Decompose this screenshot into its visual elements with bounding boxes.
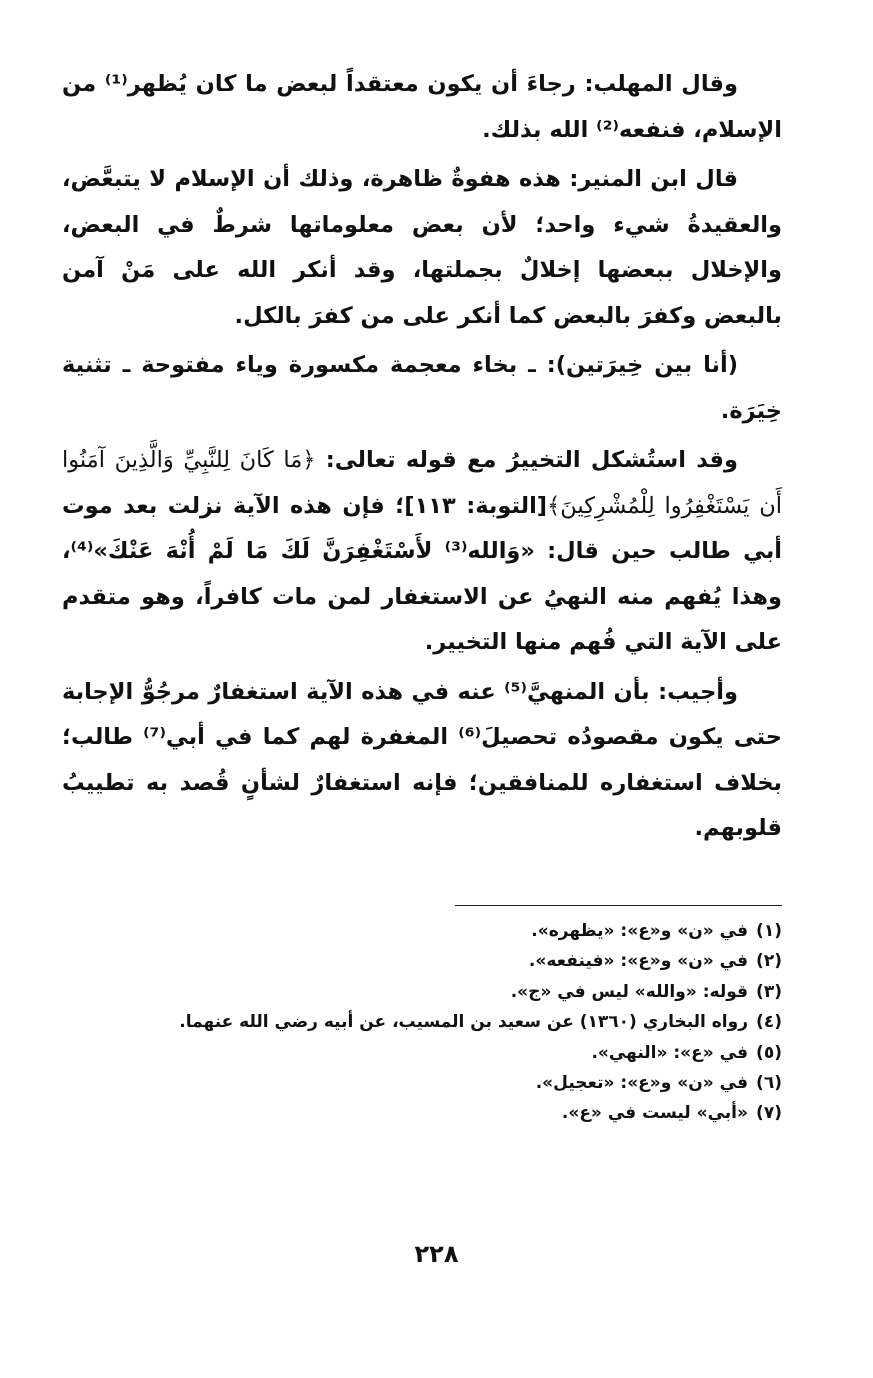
footnote-item	[82, 1038, 782, 1068]
paragraph-khiyaratayn: (أنا بين خِيرَتين): ـ بخاء معجمة مكسورة وياء مفتوحة ـ تثنية خِيَرَة.	[62, 352, 782, 424]
footnote-text: في «ن» و«ع»: «تعجيل».	[535, 1073, 748, 1094]
footnotes-list	[82, 916, 782, 1129]
footnote-number: (١)	[756, 921, 782, 941]
footnote-divider	[455, 905, 782, 906]
paragraph-istishkal-text: وقد استُشكل التخييرُ مع قوله تعالى:	[315, 447, 738, 473]
footnote-item	[82, 916, 782, 946]
footnote-number: (٧)	[756, 1103, 782, 1124]
footnote-text: رواه البخاري (١٣٦٠) عن سعيد بن المسيب، عن أبيه رضي الله عنهما.	[179, 1012, 748, 1033]
footnote-item	[82, 977, 782, 1007]
footnote-text: «أبي» ليست في «ع».	[561, 1103, 748, 1124]
main-text	[62, 62, 782, 856]
paragraph-ibn-munir: قال ابن المنير: هذه هفوةٌ ظاهرة، وذلك أن الإسلام لا يتبعَّض، والعقيدةُ شيء واحد؛ لأن بعض معلوماتها شرطٌ في البعض، والإخلال ببعضها إخلالٌ بجملتها، وقد أنكر الله على مَنْ آمن بالبعض وكفرَ بالبعض كما أنكر على من كفرَ بالكل.	[62, 166, 782, 329]
paragraph-ujib: وأجيب: بأن المنهيَّ⁽⁵⁾ عنه في هذه الآية استغفارٌ مرجُوُّ الإجابة حتى يكون مقصودُه تحصيلَ⁽⁶⁾ المغفرة لهم كما في أبي⁽⁷⁾ طالب؛ بخلاف استغفاره للمنافقين؛ فإنه استغفارٌ لشأنٍ قُصد به تطييبُ قلوبهم.	[62, 678, 782, 841]
footnote-text: في «ن» و«ع»: «يظهره».	[531, 921, 748, 941]
footnote-text: في «ن» و«ع»: «فينفعه».	[528, 951, 748, 972]
footnote-number: (٤)	[756, 1012, 782, 1033]
footnote-number: (٢)	[756, 951, 782, 972]
paragraph-istishkal-text-cont: [التوبة: ١١٣]؛ فإن هذه الآية نزلت بعد موت أبي طالب حين قال: «وَالله⁽³⁾ لأَسْتَغْفِرَنَّ لَكَ مَا لَمْ أُنْهَ عَنْكَ»⁽⁴⁾، وهذا يُفهم منه النهيُ عن الاستغفار لمن مات كافراً، وهو متقدم على الآية التي فُهم منها التخيير.	[62, 492, 783, 655]
footnote-item	[82, 1068, 782, 1098]
paragraph-istishkal	[62, 438, 782, 666]
paragraph-muhallab: وقال المهلب: رجاءَ أن يكون معتقداً لبعض ما كان يُظهر⁽¹⁾ من الإسلام، فنفعه⁽²⁾ الله بذلك.	[62, 71, 782, 143]
footnote-item	[82, 946, 782, 976]
quran-verse: ﴿مَا كَانَ لِلنَّبِيِّ وَالَّذِينَ آمَنُوا أَن يَسْتَغْفِرُوا لِلْمُشْرِكِينَ﴾	[62, 447, 782, 519]
footnote-number: (٣)	[756, 981, 782, 1002]
footnote-number: (٥)	[756, 1042, 782, 1063]
footnote-item	[82, 1007, 782, 1037]
footnote-item	[82, 1098, 782, 1128]
page-number: ٢٢٨	[414, 1240, 459, 1268]
footnote-text: قوله: «والله» ليس في «ج».	[510, 981, 748, 1002]
footnote-text: في «ع»: «النهي».	[591, 1042, 748, 1063]
footnote-number: (٦)	[756, 1073, 782, 1094]
